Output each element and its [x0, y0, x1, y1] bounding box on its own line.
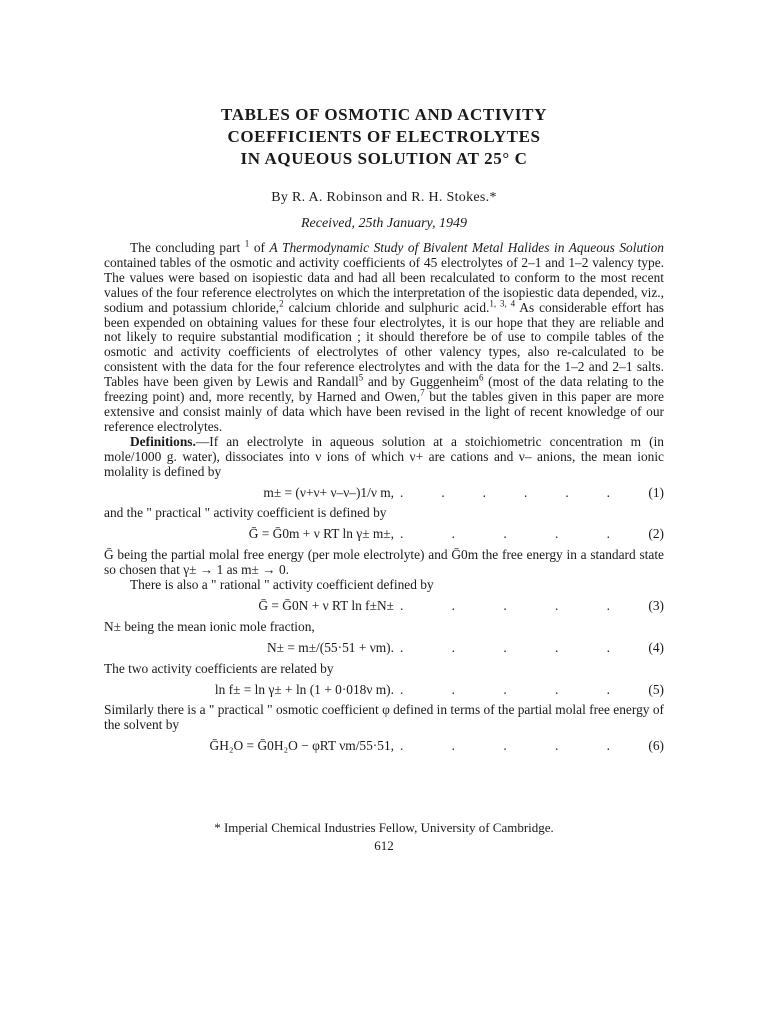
- equation-number: (5): [648, 681, 664, 697]
- ref-1: 1: [244, 238, 250, 249]
- equation-4: N± = m±/(55·51 + νm). . . . . . (4): [267, 639, 664, 655]
- equation-number: (6): [648, 738, 664, 754]
- equation-2: Ḡ = Ḡ0m + ν RT ln γ± m±, . . . . . (2): [248, 526, 664, 542]
- article-body: The concluding part $^1$ of A Thermodynamic Study of Bivalent Metal Halides in Aqueous Solution contained tables of the osmotic and activity coefficients of 45 electrolytes of 2–1 and 1–2 valency type. The values were based on isopiestic data and had all been recalculated to conform to the most recent values of the four reference electrolytes on which the interpretation of the isopiestic data depended, viz., sodium and potassium chloride,$^2$ calcium chloride and sulphuric acid.$^{1, 3, 4}$ As considerable effort has been expended on obtaining values for these four electrolytes, it is our hope that they are reliable and not likely to require substantial modification ; it should therefore be of use to compile tables of the osmotic and activity coefficients of electrolytes of other valency types, also re-calculated to be consistent with the data for the four reference electrolytes and with the data for the 1–2 and 2–1 salts. Tables have been given by Lewis and Randall$^5$ and by Guggenheim$^6$ (most of the data relating to the freezing point) and, more recently, by Harned and Owen,$^7$ but the tables given in this paper are more extensive and consist mainly of data which have been revised in the light of recent knowledge of our reference electrolytes. Definitions.—If an electrolyte in aqueous solution at a stoichiometric concentration m (in mole/1000 g. water), dissociates into ν ions of which ν+ are cations and ν– anions, the mean ionic molality is defined by m± = (ν+ν+ ν–ν–)1/ν m, . . . . . . (1) and the " practical " activity coefficient is defined by Ḡ = Ḡ0m + ν RT ln γ± m±, . . . . . (2) Ḡ being the partial molal free energy (per mole electrolyte) and Ḡ0m the free energy in a standard state so chosen that γ± → 1 as m± → 0. There is also a " rational " activity coefficient defined by Ḡ = Ḡ0N + ν RT ln f±N± . . . . . (3) N± being the mean ionic mole fraction, N± = m±/(55·51 + νm). . . . . . (4) The two activity coefficients are related by ln f± = ln γ± + ln (1 + 0·018ν m). . . . . . (5) Similarly there is a " practical " osmotic coefficient φ defined in terms of the partial molal free energy of the solvent by ḠH₂O = Ḡ0H₂O − φRT νm/55·51, . . . . . (6): [104, 238, 665, 754]
- cited-title: A Thermodynamic Study of Bivalent Metal Halides in Aqueous Solution: [269, 240, 664, 255]
- footnote: * Imperial Chemical Industries Fellow, University of Cambridge.: [214, 820, 554, 835]
- equation-1: m± = (ν+ν+ ν–ν–)1/ν m, . . . . . . (1): [263, 484, 664, 500]
- ref-2: 2: [279, 298, 284, 309]
- ref-7: 7: [420, 387, 425, 398]
- equation-5: ln f± = ln γ± + ln (1 + 0·018ν m). . . . . . (5): [214, 681, 664, 697]
- ref-3: 1, 3, 4: [489, 298, 516, 309]
- received-date: Received, 25th January, 1949: [300, 216, 467, 231]
- definitions-heading: Definitions.: [130, 433, 196, 449]
- ref-5: 5: [358, 372, 364, 383]
- equation-6: ḠH₂O = Ḡ0H₂O − φRT νm/55·51, . . . . . (6): [209, 738, 664, 754]
- author-byline: By R. A. Robinson and R. H. Stokes.*: [271, 190, 497, 205]
- ref-6: 6: [479, 372, 484, 383]
- equation-number: (1): [648, 484, 664, 500]
- title-line-1: TABLES OF OSMOTIC AND ACTIVITY: [221, 105, 547, 124]
- equation-number: (2): [648, 526, 664, 542]
- definitions-paragraph: Definitions.—If an electrolyte in aqueous solution at a stoichiometric concentration m (in mole/1000 g. water), dissociates into ν ions of which ν+ are cations and ν– anions, the mean ionic molality is defined by: [104, 433, 664, 479]
- title-line-2: COEFFICIENTS OF ELECTROLYTES: [227, 127, 541, 146]
- equation-number: (4): [648, 639, 664, 655]
- title-line-3: IN AQUEOUS SOLUTION AT 25° C: [240, 149, 528, 168]
- page-number: 612: [374, 838, 394, 853]
- paper-title: [0, 104, 768, 170]
- intro-paragraph: The concluding part $^1$ of A Thermodynamic Study of Bivalent Metal Halides in Aqueous Solution contained tables of the osmotic and activity coefficients of 45 electrolytes of 2–1 and 1–2 valency type. The values were based on isopiestic data and had all been recalculated to conform to the most recent values of the four reference electrolytes on which the interpretation of the isopiestic data depended, viz., sodium and potassium chloride,$^2$ calcium chloride and sulphuric acid.$^{1, 3, 4}$ As considerable effort has been expended on obtaining values for these four electrolytes, it is our hope that they are reliable and not likely to require substantial modification ; it should therefore be of use to compile tables of the osmotic and activity coefficients of electrolytes of other valency types, also re-calculated to be consistent with the data for the four reference electrolytes and with the data for the 1–2 and 2–1 salts. Tables have been given by Lewis and Randall$^5$ and by Guggenheim$^6$ (most of the data relating to the freezing point) and, more recently, by Harned and Owen,$^7$ but the tables given in this paper are more extensive and consist mainly of data which have been revised in the light of recent knowledge of our reference electrolytes.: [104, 238, 665, 434]
- equation-3: Ḡ = Ḡ0N + ν RT ln f±N± . . . . . (3): [258, 597, 664, 613]
- equation-number: (3): [648, 597, 664, 613]
